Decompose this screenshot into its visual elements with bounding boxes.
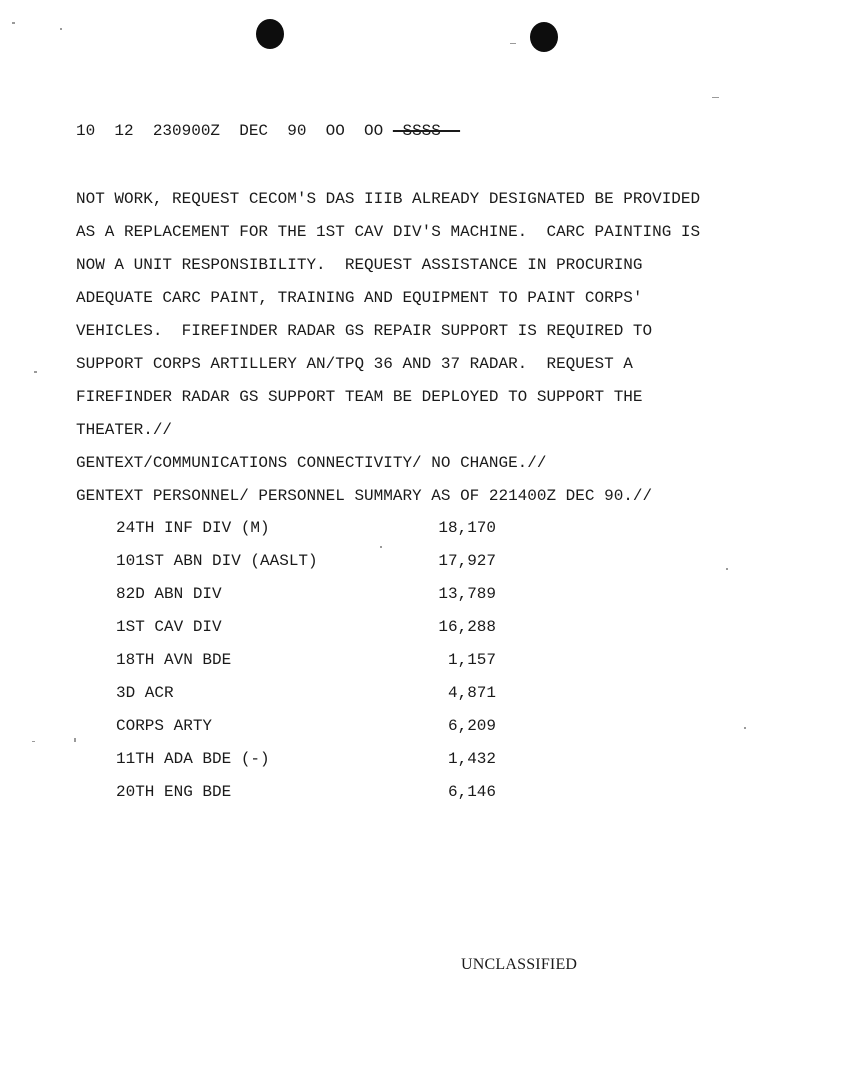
- table-row: [116, 782, 536, 815]
- body-text-line: AS A REPLACEMENT FOR THE 1ST CAV DIV'S MACHINE. CARC PAINTING IS: [76, 223, 701, 241]
- table-row: [116, 716, 536, 749]
- table-row: [116, 551, 536, 584]
- personnel-summary-table: [116, 518, 536, 815]
- unit-count: 6,146: [447, 783, 496, 801]
- body-text-line: THEATER.//: [76, 421, 173, 439]
- unit-count: 6,209: [447, 717, 496, 735]
- scan-speck: [380, 546, 382, 548]
- unit-count: 17,927: [438, 552, 496, 570]
- scan-speck: [74, 738, 76, 742]
- scan-speck: [34, 371, 37, 373]
- message-header-line: [76, 121, 460, 141]
- body-text-line: NOW A UNIT RESPONSIBILITY. REQUEST ASSISTANCE IN PROCURING: [76, 256, 643, 274]
- body-text-line: NOT WORK, REQUEST CECOM'S DAS IIIB ALREADY DESIGNATED BE PROVIDED: [76, 190, 701, 208]
- unit-count: 1,157: [447, 651, 496, 669]
- table-row: [116, 650, 536, 683]
- unit-name: 11TH ADA BDE (-): [116, 750, 270, 768]
- scan-speck: [12, 22, 15, 24]
- table-row: [116, 518, 536, 551]
- unit-name: 20TH ENG BDE: [116, 783, 232, 801]
- table-row: [116, 617, 536, 650]
- scan-speck: [726, 568, 728, 570]
- unit-name: 18TH AVN BDE: [116, 651, 232, 669]
- body-text-line: ADEQUATE CARC PAINT, TRAINING AND EQUIPMENT TO PAINT CORPS': [76, 289, 643, 307]
- scan-speck: [60, 28, 62, 30]
- scan-speck: [744, 727, 746, 729]
- punch-hole-right: [530, 22, 558, 52]
- body-text-line: SUPPORT CORPS ARTILLERY AN/TPQ 36 AND 37 RADAR. REQUEST A: [76, 355, 633, 373]
- scan-speck: [510, 43, 516, 44]
- unit-name: CORPS ARTY: [116, 717, 213, 735]
- unit-count: 16,288: [438, 618, 496, 636]
- unit-count: 18,170: [438, 519, 496, 537]
- unit-count: 4,871: [447, 684, 496, 702]
- table-row: [116, 683, 536, 716]
- unit-name: 24TH INF DIV (M): [116, 519, 270, 537]
- scan-speck: [712, 97, 719, 98]
- unit-name: 3D ACR: [116, 684, 174, 702]
- unit-name: 101ST ABN DIV (AASLT): [116, 552, 318, 570]
- unit-count: 1,432: [447, 750, 496, 768]
- table-row: [116, 749, 536, 782]
- body-text-line: VEHICLES. FIREFINDER RADAR GS REPAIR SUPPORT IS REQUIRED TO: [76, 322, 653, 340]
- scan-speck: [32, 741, 35, 742]
- table-row: [116, 584, 536, 617]
- message-header-text: 10 12 230900Z DEC 90 OO OO: [76, 122, 393, 140]
- unit-name: 82D ABN DIV: [116, 585, 222, 603]
- classification-marking: UNCLASSIFIED: [461, 956, 578, 973]
- gentext-communications-line: GENTEXT/COMMUNICATIONS CONNECTIVITY/ NO CHANGE.//: [76, 454, 547, 472]
- gentext-personnel-line: GENTEXT PERSONNEL/ PERSONNEL SUMMARY AS OF 221400Z DEC 90.//: [76, 487, 653, 505]
- unit-count: 13,789: [438, 585, 496, 603]
- struck-precedence-text: -SSSS--: [392, 122, 461, 140]
- unit-name: 1ST CAV DIV: [116, 618, 222, 636]
- body-text-line: FIREFINDER RADAR GS SUPPORT TEAM BE DEPLOYED TO SUPPORT THE: [76, 388, 643, 406]
- punch-hole-left: [256, 19, 284, 49]
